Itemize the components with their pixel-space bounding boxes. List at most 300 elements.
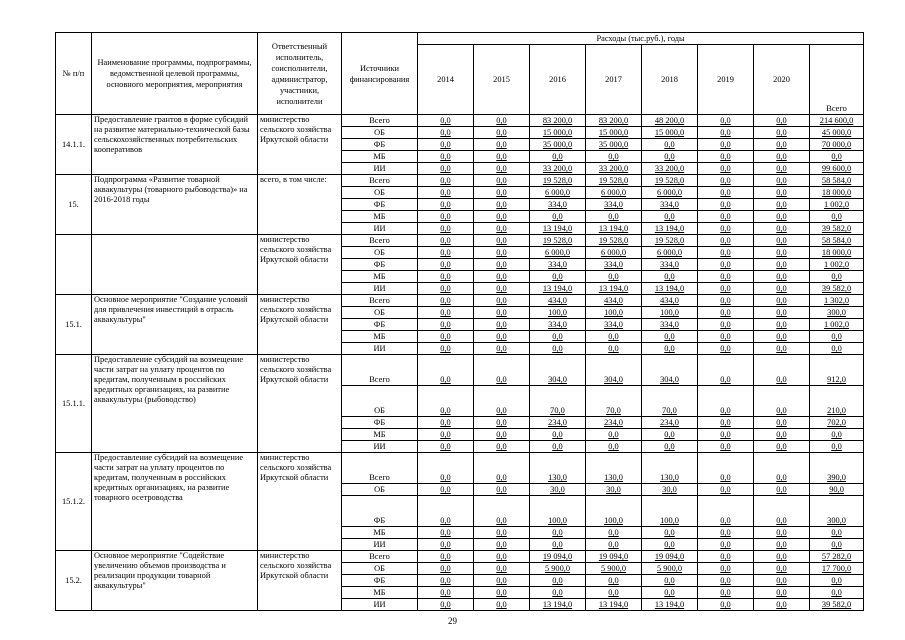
amount-cell: 0,0 bbox=[698, 163, 754, 175]
total-cell: 1 002,0 bbox=[810, 259, 864, 271]
amount-cell: 130,0 bbox=[530, 453, 586, 484]
amount-cell: 0,0 bbox=[754, 295, 810, 307]
amount-cell: 0,0 bbox=[754, 187, 810, 199]
amount-cell: 0,0 bbox=[474, 386, 530, 417]
amount-cell: 15 000,0 bbox=[642, 127, 698, 139]
total-cell: 58 584,0 bbox=[810, 235, 864, 247]
amount-cell: 0,0 bbox=[754, 496, 810, 527]
amount-cell: 0,0 bbox=[530, 331, 586, 343]
table-row bbox=[56, 551, 864, 563]
item-number: 15.1.1. bbox=[56, 355, 92, 453]
funding-source: Всего bbox=[342, 175, 418, 187]
total-cell: 0,0 bbox=[810, 429, 864, 441]
amount-cell: 0,0 bbox=[474, 283, 530, 295]
funding-source: ИИ bbox=[342, 441, 418, 453]
item-executor: министерство сельского хозяйства Иркутской области bbox=[258, 355, 342, 453]
amount-cell: 0,0 bbox=[754, 599, 810, 611]
amount-cell: 0,0 bbox=[754, 386, 810, 417]
amount-cell: 5 900,0 bbox=[530, 563, 586, 575]
funding-source: ОБ bbox=[342, 247, 418, 259]
funding-source: ИИ bbox=[342, 223, 418, 235]
amount-cell: 0,0 bbox=[754, 429, 810, 441]
total-cell: 0,0 bbox=[810, 211, 864, 223]
amount-cell: 30,0 bbox=[642, 484, 698, 496]
amount-cell: 0,0 bbox=[474, 139, 530, 151]
amount-cell: 100,0 bbox=[530, 496, 586, 527]
amount-cell: 0,0 bbox=[698, 417, 754, 429]
amount-cell: 0,0 bbox=[474, 453, 530, 484]
amount-cell: 130,0 bbox=[586, 453, 642, 484]
funding-source: МБ bbox=[342, 271, 418, 283]
amount-cell: 0,0 bbox=[474, 163, 530, 175]
amount-cell: 13 194,0 bbox=[586, 223, 642, 235]
amount-cell: 0,0 bbox=[474, 575, 530, 587]
amount-cell: 0,0 bbox=[418, 496, 474, 527]
amount-cell: 0,0 bbox=[418, 163, 474, 175]
amount-cell: 0,0 bbox=[698, 319, 754, 331]
amount-cell: 0,0 bbox=[698, 563, 754, 575]
funding-source: ФБ bbox=[342, 575, 418, 587]
amount-cell: 30,0 bbox=[586, 484, 642, 496]
item-name: Предоставление грантов в форме субсидий на развитие материально-технической базы сельскохозяйственных потребительских кооперативов bbox=[92, 115, 258, 175]
amount-cell: 0,0 bbox=[642, 331, 698, 343]
amount-cell: 334,0 bbox=[586, 319, 642, 331]
amount-cell: 30,0 bbox=[530, 484, 586, 496]
amount-cell: 0,0 bbox=[754, 175, 810, 187]
year-header: 2014 bbox=[418, 45, 474, 115]
amount-cell: 304,0 bbox=[586, 355, 642, 386]
table-row bbox=[56, 355, 864, 386]
amount-cell: 0,0 bbox=[474, 527, 530, 539]
amount-cell: 0,0 bbox=[642, 271, 698, 283]
amount-cell: 13 194,0 bbox=[586, 599, 642, 611]
amount-cell: 0,0 bbox=[754, 235, 810, 247]
total-cell: 0,0 bbox=[810, 539, 864, 551]
amount-cell: 13 194,0 bbox=[530, 599, 586, 611]
amount-cell: 100,0 bbox=[642, 496, 698, 527]
page-number: 29 bbox=[448, 616, 457, 626]
amount-cell: 0,0 bbox=[754, 587, 810, 599]
amount-cell: 0,0 bbox=[698, 355, 754, 386]
amount-cell: 0,0 bbox=[474, 151, 530, 163]
amount-cell: 0,0 bbox=[754, 441, 810, 453]
amount-cell: 0,0 bbox=[754, 115, 810, 127]
item-name: Предоставление субсидий на возмещение части затрат на уплату процентов по кредитам, полученным в российских кредитных организациях, на развитие аквакультуры (рыбоводство) bbox=[92, 355, 258, 453]
amount-cell: 19 528,0 bbox=[586, 235, 642, 247]
amount-cell: 0,0 bbox=[754, 484, 810, 496]
amount-cell: 0,0 bbox=[754, 527, 810, 539]
amount-cell: 0,0 bbox=[418, 343, 474, 355]
total-cell: 39 582,0 bbox=[810, 283, 864, 295]
table-header bbox=[56, 33, 864, 115]
amount-cell: 0,0 bbox=[418, 115, 474, 127]
table-body bbox=[56, 115, 864, 611]
amount-cell: 13 194,0 bbox=[642, 223, 698, 235]
total-cell: 39 582,0 bbox=[810, 599, 864, 611]
funding-source: Всего bbox=[342, 295, 418, 307]
amount-cell: 13 194,0 bbox=[642, 599, 698, 611]
item-number: 15. bbox=[56, 175, 92, 235]
amount-cell: 0,0 bbox=[530, 343, 586, 355]
amount-cell: 0,0 bbox=[642, 429, 698, 441]
amount-cell: 13 194,0 bbox=[642, 283, 698, 295]
funding-source: ИИ bbox=[342, 163, 418, 175]
amount-cell: 0,0 bbox=[474, 307, 530, 319]
amount-cell: 0,0 bbox=[418, 331, 474, 343]
amount-cell: 15 000,0 bbox=[530, 127, 586, 139]
amount-cell: 0,0 bbox=[698, 575, 754, 587]
amount-cell: 0,0 bbox=[418, 484, 474, 496]
table-row bbox=[56, 235, 864, 247]
amount-cell: 0,0 bbox=[698, 211, 754, 223]
amount-cell: 0,0 bbox=[418, 429, 474, 441]
amount-cell: 0,0 bbox=[698, 259, 754, 271]
amount-cell: 0,0 bbox=[754, 331, 810, 343]
total-cell: 70 000,0 bbox=[810, 139, 864, 151]
amount-cell: 83 200,0 bbox=[586, 115, 642, 127]
amount-cell: 0,0 bbox=[698, 235, 754, 247]
total-header: Всего bbox=[810, 45, 864, 115]
amount-cell: 334,0 bbox=[642, 259, 698, 271]
expenses-header: Расходы (тыс.руб.), годы bbox=[418, 33, 864, 45]
amount-cell: 0,0 bbox=[754, 199, 810, 211]
amount-cell: 0,0 bbox=[698, 539, 754, 551]
amount-cell: 0,0 bbox=[586, 527, 642, 539]
amount-cell: 0,0 bbox=[474, 223, 530, 235]
amount-cell: 15 000,0 bbox=[586, 127, 642, 139]
amount-cell: 0,0 bbox=[754, 551, 810, 563]
item-number: 14.1.1. bbox=[56, 115, 92, 175]
amount-cell: 0,0 bbox=[698, 187, 754, 199]
total-cell: 90,0 bbox=[810, 484, 864, 496]
total-cell: 912,0 bbox=[810, 355, 864, 386]
total-cell: 18 000,0 bbox=[810, 187, 864, 199]
item-executor: министерство сельского хозяйства Иркутской области bbox=[258, 115, 342, 175]
amount-cell: 0,0 bbox=[698, 496, 754, 527]
amount-cell: 0,0 bbox=[474, 319, 530, 331]
table-row bbox=[56, 175, 864, 187]
amount-cell: 0,0 bbox=[754, 417, 810, 429]
funding-source: Всего bbox=[342, 453, 418, 484]
amount-cell: 0,0 bbox=[754, 319, 810, 331]
amount-cell: 334,0 bbox=[530, 259, 586, 271]
amount-cell: 234,0 bbox=[530, 417, 586, 429]
table-row bbox=[56, 453, 864, 484]
amount-cell: 334,0 bbox=[586, 199, 642, 211]
total-cell: 390,0 bbox=[810, 453, 864, 484]
amount-cell: 334,0 bbox=[530, 319, 586, 331]
item-number: 15.1. bbox=[56, 295, 92, 355]
year-header: 2018 bbox=[642, 45, 698, 115]
amount-cell: 0,0 bbox=[586, 151, 642, 163]
amount-cell: 0,0 bbox=[586, 587, 642, 599]
amount-cell: 0,0 bbox=[754, 283, 810, 295]
amount-cell: 0,0 bbox=[418, 223, 474, 235]
amount-cell: 5 900,0 bbox=[642, 563, 698, 575]
amount-cell: 0,0 bbox=[474, 187, 530, 199]
funding-source: МБ bbox=[342, 331, 418, 343]
amount-cell: 0,0 bbox=[418, 319, 474, 331]
amount-cell: 0,0 bbox=[530, 575, 586, 587]
amount-cell: 0,0 bbox=[586, 343, 642, 355]
amount-cell: 0,0 bbox=[418, 211, 474, 223]
amount-cell: 100,0 bbox=[642, 307, 698, 319]
amount-cell: 0,0 bbox=[418, 259, 474, 271]
total-cell: 0,0 bbox=[810, 441, 864, 453]
amount-cell: 304,0 bbox=[642, 355, 698, 386]
amount-cell: 0,0 bbox=[698, 587, 754, 599]
amount-cell: 0,0 bbox=[474, 551, 530, 563]
total-cell: 57 282,0 bbox=[810, 551, 864, 563]
amount-cell: 0,0 bbox=[474, 235, 530, 247]
amount-cell: 0,0 bbox=[698, 199, 754, 211]
amount-cell: 0,0 bbox=[754, 211, 810, 223]
amount-cell: 234,0 bbox=[642, 417, 698, 429]
funding-source: МБ bbox=[342, 429, 418, 441]
amount-cell: 0,0 bbox=[418, 441, 474, 453]
amount-cell: 0,0 bbox=[698, 307, 754, 319]
amount-cell: 0,0 bbox=[530, 429, 586, 441]
total-cell: 1 002,0 bbox=[810, 199, 864, 211]
amount-cell: 70,0 bbox=[642, 386, 698, 417]
amount-cell: 33 200,0 bbox=[642, 163, 698, 175]
amount-cell: 13 194,0 bbox=[586, 283, 642, 295]
amount-cell: 0,0 bbox=[698, 139, 754, 151]
amount-cell: 0,0 bbox=[754, 563, 810, 575]
funding-source: МБ bbox=[342, 587, 418, 599]
amount-cell: 0,0 bbox=[418, 187, 474, 199]
amount-cell: 0,0 bbox=[754, 259, 810, 271]
amount-cell: 0,0 bbox=[698, 551, 754, 563]
amount-cell: 6 000,0 bbox=[530, 187, 586, 199]
funding-source: ОБ bbox=[342, 307, 418, 319]
amount-cell: 0,0 bbox=[754, 223, 810, 235]
total-cell: 214 600,0 bbox=[810, 115, 864, 127]
amount-cell: 0,0 bbox=[698, 343, 754, 355]
item-name: Предоставление субсидий на возмещение части затрат на уплату процентов по кредитам, полученным в российских кредитных организациях, на развитие товарного осетроводства bbox=[92, 453, 258, 551]
item-executor: министерство сельского хозяйства Иркутской области bbox=[258, 295, 342, 355]
item-executor: министерство сельского хозяйства Иркутской области bbox=[258, 453, 342, 551]
amount-cell: 0,0 bbox=[418, 527, 474, 539]
amount-cell: 334,0 bbox=[642, 199, 698, 211]
amount-cell: 0,0 bbox=[474, 199, 530, 211]
item-name: Основное мероприятие "Создание условий для привлечения инвестиций в отрасль аквакультуры" bbox=[92, 295, 258, 355]
amount-cell: 0,0 bbox=[418, 307, 474, 319]
amount-cell: 0,0 bbox=[474, 539, 530, 551]
amount-cell: 0,0 bbox=[418, 127, 474, 139]
amount-cell: 19 528,0 bbox=[642, 235, 698, 247]
amount-cell: 0,0 bbox=[474, 175, 530, 187]
amount-cell: 0,0 bbox=[530, 587, 586, 599]
amount-cell: 6 000,0 bbox=[642, 247, 698, 259]
amount-cell: 0,0 bbox=[698, 453, 754, 484]
amount-cell: 0,0 bbox=[586, 441, 642, 453]
amount-cell: 0,0 bbox=[754, 271, 810, 283]
amount-cell: 0,0 bbox=[698, 271, 754, 283]
amount-cell: 0,0 bbox=[418, 453, 474, 484]
amount-cell: 0,0 bbox=[418, 283, 474, 295]
total-cell: 300,0 bbox=[810, 307, 864, 319]
amount-cell: 100,0 bbox=[586, 307, 642, 319]
funding-source: МБ bbox=[342, 211, 418, 223]
amount-cell: 0,0 bbox=[418, 575, 474, 587]
amount-cell: 6 000,0 bbox=[586, 187, 642, 199]
amount-cell: 0,0 bbox=[530, 271, 586, 283]
amount-cell: 0,0 bbox=[698, 283, 754, 295]
amount-cell: 0,0 bbox=[698, 127, 754, 139]
amount-cell: 6 000,0 bbox=[586, 247, 642, 259]
amount-cell: 0,0 bbox=[474, 259, 530, 271]
amount-cell: 0,0 bbox=[586, 211, 642, 223]
amount-cell: 0,0 bbox=[754, 343, 810, 355]
amount-cell: 0,0 bbox=[530, 441, 586, 453]
funding-source: ОБ bbox=[342, 187, 418, 199]
amount-cell: 0,0 bbox=[586, 271, 642, 283]
amount-cell: 0,0 bbox=[474, 441, 530, 453]
total-cell: 39 582,0 bbox=[810, 223, 864, 235]
amount-cell: 0,0 bbox=[642, 151, 698, 163]
funding-source: Всего bbox=[342, 235, 418, 247]
col-executor-header: Ответственный исполнитель, соисполнители, администратор, участники, исполнители bbox=[258, 33, 342, 115]
amount-cell: 0,0 bbox=[474, 355, 530, 386]
amount-cell: 100,0 bbox=[586, 496, 642, 527]
amount-cell: 0,0 bbox=[698, 115, 754, 127]
funding-source: МБ bbox=[342, 527, 418, 539]
amount-cell: 0,0 bbox=[754, 163, 810, 175]
amount-cell: 13 194,0 bbox=[530, 223, 586, 235]
amount-cell: 48 200,0 bbox=[642, 115, 698, 127]
amount-cell: 334,0 bbox=[642, 319, 698, 331]
amount-cell: 0,0 bbox=[474, 271, 530, 283]
funding-source: ФБ bbox=[342, 417, 418, 429]
amount-cell: 19 528,0 bbox=[586, 175, 642, 187]
amount-cell: 0,0 bbox=[642, 441, 698, 453]
funding-source: ФБ bbox=[342, 139, 418, 151]
amount-cell: 0,0 bbox=[474, 563, 530, 575]
amount-cell: 0,0 bbox=[474, 127, 530, 139]
funding-source: Всего bbox=[342, 551, 418, 563]
amount-cell: 0,0 bbox=[530, 151, 586, 163]
amount-cell: 434,0 bbox=[530, 295, 586, 307]
amount-cell: 0,0 bbox=[474, 587, 530, 599]
item-number bbox=[56, 235, 92, 295]
amount-cell: 0,0 bbox=[474, 417, 530, 429]
amount-cell: 0,0 bbox=[418, 235, 474, 247]
amount-cell: 19 528,0 bbox=[530, 175, 586, 187]
amount-cell: 0,0 bbox=[642, 587, 698, 599]
amount-cell: 0,0 bbox=[642, 539, 698, 551]
amount-cell: 70,0 bbox=[530, 386, 586, 417]
amount-cell: 0,0 bbox=[418, 551, 474, 563]
amount-cell: 0,0 bbox=[642, 139, 698, 151]
amount-cell: 0,0 bbox=[530, 211, 586, 223]
table-row bbox=[56, 115, 864, 127]
funding-source: ИИ bbox=[342, 599, 418, 611]
amount-cell: 0,0 bbox=[530, 527, 586, 539]
year-header: 2017 bbox=[586, 45, 642, 115]
amount-cell: 0,0 bbox=[474, 484, 530, 496]
total-cell: 45 000,0 bbox=[810, 127, 864, 139]
amount-cell: 83 200,0 bbox=[530, 115, 586, 127]
amount-cell: 0,0 bbox=[586, 539, 642, 551]
amount-cell: 0,0 bbox=[418, 355, 474, 386]
col-source-header: Источники финансирования bbox=[342, 33, 418, 115]
funding-source: ИИ bbox=[342, 343, 418, 355]
amount-cell: 0,0 bbox=[586, 331, 642, 343]
amount-cell: 0,0 bbox=[418, 175, 474, 187]
amount-cell: 334,0 bbox=[530, 199, 586, 211]
amount-cell: 0,0 bbox=[586, 575, 642, 587]
amount-cell: 33 200,0 bbox=[530, 163, 586, 175]
funding-source: ОБ bbox=[342, 127, 418, 139]
amount-cell: 0,0 bbox=[474, 211, 530, 223]
item-executor: министерство сельского хозяйства Иркутской области bbox=[258, 551, 342, 611]
amount-cell: 0,0 bbox=[474, 115, 530, 127]
amount-cell: 304,0 bbox=[530, 355, 586, 386]
item-executor: всего, в том числе: bbox=[258, 175, 342, 235]
amount-cell: 0,0 bbox=[698, 223, 754, 235]
amount-cell: 0,0 bbox=[418, 587, 474, 599]
amount-cell: 19 528,0 bbox=[642, 175, 698, 187]
amount-cell: 130,0 bbox=[642, 453, 698, 484]
amount-cell: 0,0 bbox=[754, 575, 810, 587]
amount-cell: 6 000,0 bbox=[530, 247, 586, 259]
amount-cell: 0,0 bbox=[474, 331, 530, 343]
amount-cell: 0,0 bbox=[418, 539, 474, 551]
amount-cell: 0,0 bbox=[698, 247, 754, 259]
funding-source: ФБ bbox=[342, 259, 418, 271]
year-header: 2019 bbox=[698, 45, 754, 115]
funding-source: ИИ bbox=[342, 539, 418, 551]
amount-cell: 19 094,0 bbox=[586, 551, 642, 563]
amount-cell: 0,0 bbox=[698, 331, 754, 343]
amount-cell: 35 000,0 bbox=[586, 139, 642, 151]
amount-cell: 0,0 bbox=[642, 527, 698, 539]
amount-cell: 0,0 bbox=[418, 151, 474, 163]
total-cell: 0,0 bbox=[810, 271, 864, 283]
total-cell: 0,0 bbox=[810, 331, 864, 343]
total-cell: 1 002,0 bbox=[810, 319, 864, 331]
amount-cell: 0,0 bbox=[642, 575, 698, 587]
amount-cell: 0,0 bbox=[698, 295, 754, 307]
total-cell: 0,0 bbox=[810, 587, 864, 599]
amount-cell: 0,0 bbox=[418, 271, 474, 283]
amount-cell: 0,0 bbox=[418, 417, 474, 429]
total-cell: 18 000,0 bbox=[810, 247, 864, 259]
amount-cell: 19 094,0 bbox=[530, 551, 586, 563]
amount-cell: 70,0 bbox=[586, 386, 642, 417]
amount-cell: 6 000,0 bbox=[642, 187, 698, 199]
amount-cell: 334,0 bbox=[586, 259, 642, 271]
total-cell: 0,0 bbox=[810, 527, 864, 539]
item-name: Основное мероприятие "Содействие увеличению объемов производства и реализации продукции товарной аквакультуры" bbox=[92, 551, 258, 611]
amount-cell: 0,0 bbox=[754, 539, 810, 551]
year-header: 2016 bbox=[530, 45, 586, 115]
item-number: 15.1.2. bbox=[56, 453, 92, 551]
funding-source: ОБ bbox=[342, 484, 418, 496]
amount-cell: 5 900,0 bbox=[586, 563, 642, 575]
amount-cell: 0,0 bbox=[474, 599, 530, 611]
total-cell: 0,0 bbox=[810, 151, 864, 163]
amount-cell: 0,0 bbox=[418, 563, 474, 575]
funding-source: Всего bbox=[342, 355, 418, 386]
amount-cell: 234,0 bbox=[586, 417, 642, 429]
total-cell: 1 302,0 bbox=[810, 295, 864, 307]
amount-cell: 0,0 bbox=[698, 429, 754, 441]
amount-cell: 0,0 bbox=[418, 247, 474, 259]
amount-cell: 0,0 bbox=[754, 307, 810, 319]
amount-cell: 0,0 bbox=[698, 599, 754, 611]
